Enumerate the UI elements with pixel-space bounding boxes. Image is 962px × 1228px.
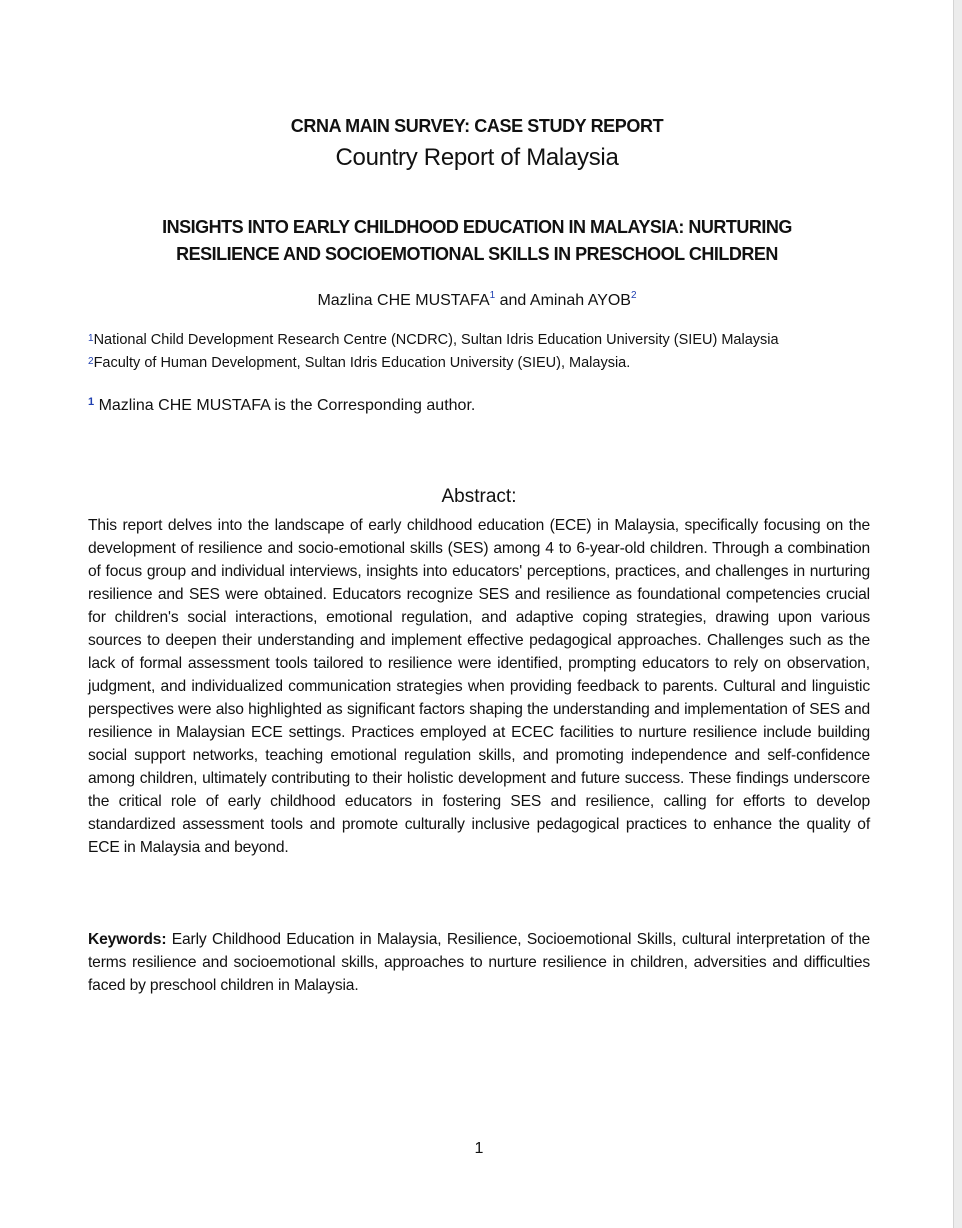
author-2-name: Aminah AYOB (529, 292, 631, 309)
corresponding-text: Mazlina CHE MUSTAFA is the Corresponding author. (94, 397, 476, 414)
affiliation-1-text: National Child Development Research Centre (NCDRC), Sultan Idris Education University (SIEU) Malaysia (93, 332, 779, 348)
corresponding-superscript: 1 (88, 396, 95, 408)
author-1-name: Mazlina CHE MUSTAFA (317, 292, 490, 309)
survey-title: CRNA MAIN SURVEY: CASE STUDY REPORT (290, 116, 664, 136)
paper-title-line-1: INSIGHTS INTO EARLY CHILDHOOD EDUCATION IN MALAYSIA: NURTURING (162, 217, 792, 237)
affiliation-2-superscript: 2 (88, 356, 94, 367)
page-number: 1 (474, 1140, 484, 1157)
abstract-body: This report delves into the landscape of early childhood education (ECE) in Malaysia, specifically focusing on the development of resilience and socio-emotional skills (SES) among 4 to 6-year-old children. Through a combination of focus group and individual interviews, insights into educators' perceptions, practices, and challenges in nurturing resilience and SES were obtained. Educators recognize SES and resilience as foundational competencies crucial for children's social interactions, emotional regulation, and adaptive coping strategies, drawing upon various sources to deepen their understanding and implement effective pedagogical approaches. Challenges such as the lack of formal assessment tools tailored to resilience were identified, prompting educators to rely on observation, judgment, and individualized communication strategies when providing feedback to parents. Cultural and linguistic perspectives were also highlighted as significant factors shaping the understanding and implementation of SES and resilience in Malaysian ECE settings. Practices employed at ECEC facilities to nurture resilience include building social support networks, teaching emotional regulation skills, and promoting independence and self-confidence among children, ultimately contributing to their holistic development and future success. These findings underscore the critical role of early childhood educators in fostering SES and resilience, calling for efforts to develop standardized assessment tools and promote culturally inclusive pedagogical practices to enhance the quality of ECE in Malaysia and beyond. (88, 517, 870, 856)
paper-title-line-2: RESILIENCE AND SOCIOEMOTIONAL SKILLS IN PRESCHOOL CHILDREN (176, 244, 778, 264)
abstract-heading: Abstract: (441, 486, 517, 507)
country-report-title: Country Report of Malaysia (335, 144, 619, 171)
page-edge-scrollbar (953, 0, 962, 1228)
affiliation-1-superscript: 1 (88, 333, 94, 344)
keywords-paragraph (88, 928, 870, 997)
keywords-label: Keywords: (88, 931, 167, 948)
author-line (0, 292, 954, 310)
author-2-superscript: 2 (630, 290, 637, 301)
corresponding-author-note (88, 397, 888, 415)
keywords-text: Early Childhood Education in Malaysia, Resilience, Socioemotional Skills, cultural interpretation of the terms resilience and socioemotional skills, approaches to nurture resilience in children, adversities and difficulties faced by preschool children in Malaysia. (88, 931, 870, 994)
affiliation-1 (88, 329, 888, 352)
affiliation-2 (88, 352, 888, 375)
paper-title (120, 214, 834, 268)
author-1-superscript: 1 (489, 290, 496, 301)
affiliation-2-text: Faculty of Human Development, Sultan Idris Education University (SIEU), Malaysia. (93, 355, 631, 371)
author-joiner: and (495, 292, 530, 309)
